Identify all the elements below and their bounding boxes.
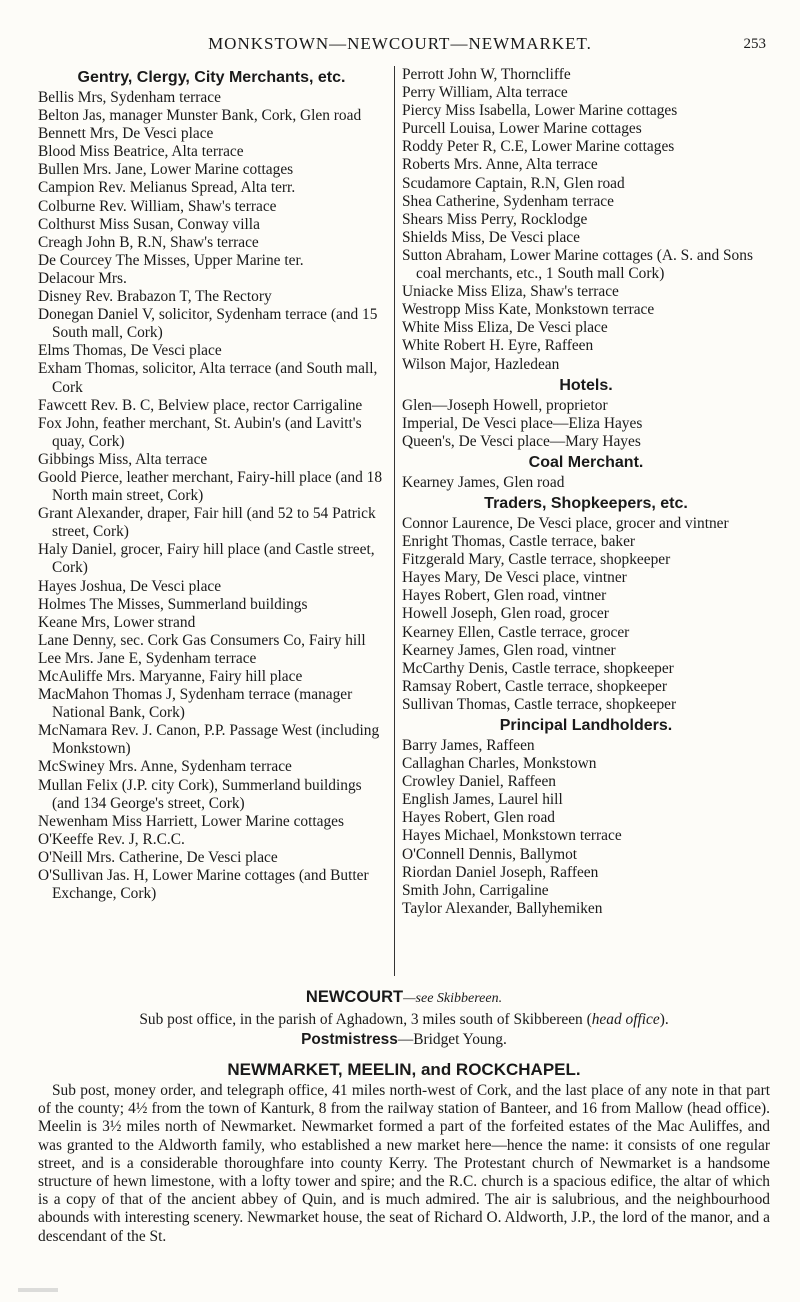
- gentry-entry: McAuliffe Mrs. Maryanne, Fairy hill place: [38, 668, 303, 685]
- right-column: [402, 66, 770, 918]
- trader-entry: Fitzgerald Mary, Castle terrace, shopkeeper: [402, 551, 671, 569]
- gentry-entry: McSwiney Mrs. Anne, Sydenham terrace: [38, 758, 292, 776]
- gentry-entry: Roddy Peter R, C.E, Lower Marine cottages: [402, 138, 675, 156]
- gentry-entry: White Robert H. Eyre, Raffeen: [402, 337, 594, 355]
- page-number: 253: [743, 36, 766, 52]
- landholders-heading: Principal Landholders.: [499, 717, 673, 734]
- newcourt-see-note: —see Skibbereen.: [403, 991, 503, 1006]
- gentry-entry: Campion Rev. Melianus Spread, Alta terr.: [38, 179, 296, 197]
- landholder-entry: O'Connell Dennis, Ballymot: [402, 845, 578, 863]
- newcourt-text: Sub post office, in the parish of Aghadown, 3 miles south of Skibbereen (: [139, 1011, 592, 1028]
- gentry-entry: Perrott John W, Thorncliffe: [402, 66, 571, 83]
- gentry-entry: Blood Miss Beatrice, Alta terrace: [38, 143, 244, 161]
- newmarket-paragraph: Sub post, money order, and telegraph office, 41 miles north-west of Cork, and the last place of any note in that part of the county; 4½ from the town of Kanturk, 8 from the railway station of Banteer, and 16 from Mallow (head office). Meelin is 3½ miles north of Newmarket. Newmarket formed a part of the forfeited estates of the Mac Auliffes, and was granted to the Aldworth family, who established a new market here—hence the name: it consists of one regular street, and is a considerable thoroughfare into county Kerry. The Protestant church of Newmarket is a handsome structure of hewn limestone, with a lofty tower and spire; and the R.C. church is a spacious edifice, the altar of which is a copy of that of the ancient abbey of Quin, and is much admired. The air is salubrious, and the neighbourhood abounds with interesting scenery. Newmarket house, the seat of Richard O. Aldworth, J.P., the lord of the manor, and a descendant of the St.: [38, 1082, 770, 1245]
- landholder-entry: English James, Laurel hill: [402, 791, 563, 809]
- gentry-heading: Gentry, Clergy, City Merchants, etc.: [77, 69, 346, 86]
- gentry-entry: Creagh John B, R.N, Shaw's terrace: [38, 233, 259, 251]
- gentry-entry: O'Keeffe Rev. J, R.C.C.: [38, 830, 185, 848]
- landholder-entry: Riordan Daniel Joseph, Raffeen: [402, 863, 599, 881]
- gentry-entry: MacMahon Thomas J, Sydenham terrace (manager National Bank, Cork): [38, 686, 353, 722]
- hotels-heading: Hotels.: [559, 376, 613, 394]
- newcourt-description: [38, 1010, 770, 1030]
- gentry-entry: Hayes Joshua, De Vesci place: [38, 577, 222, 595]
- print-smudge: [18, 1288, 58, 1292]
- landholder-entry: Smith John, Carrigaline: [402, 881, 549, 899]
- gentry-list: [38, 89, 385, 903]
- gentry-entry: Disney Rev. Brabazon T, The Rectory: [38, 288, 272, 306]
- newmarket-heading: NEWMARKET, MEELIN, and ROCKCHAPEL.: [227, 1060, 581, 1079]
- landholders-list: [402, 737, 770, 918]
- gentry-entry: Shields Miss, De Vesci place: [402, 228, 580, 246]
- gentry-entry: Purcell Louisa, Lower Marine cottages: [402, 120, 642, 138]
- traders-heading: Traders, Shopkeepers, etc.: [484, 494, 688, 512]
- landholder-entry: Callaghan Charles, Monkstown: [402, 755, 597, 773]
- trader-entry: Ramsay Robert, Castle terrace, shopkeeper: [402, 677, 667, 695]
- gentry-entry: Exham Thomas, solicitor, Alta terrace (and South mall, Cork: [38, 360, 378, 396]
- gentry-entry: Lee Mrs. Jane E, Sydenham terrace: [38, 649, 257, 667]
- trader-entry: Enright Thomas, Castle terrace, baker: [402, 533, 636, 551]
- gentry-entry: Colburne Rev. William, Shaw's terrace: [38, 197, 277, 215]
- gentry-entry: Sutton Abraham, Lower Marine cottages (A. S. and Sons coal merchants, etc., 1 South mall Cork): [402, 246, 753, 283]
- trader-entry: Kearney James, Glen road, vintner: [402, 641, 616, 659]
- gentry-entry: Belton Jas, manager Munster Bank, Cork, Glen road: [38, 107, 362, 125]
- coal-merchant-entry: Kearney James, Glen road: [402, 473, 565, 491]
- gentry-entry: Scudamore Captain, R.N, Glen road: [402, 174, 625, 192]
- coal-merchant-heading: Coal Merchant.: [528, 453, 644, 471]
- gentry-entry: Fox John, feather merchant, St. Aubin's (and Lavitt's quay, Cork): [38, 414, 362, 450]
- gentry-entry: McNamara Rev. J. Canon, P.P. Passage West (including Monkstown): [38, 722, 380, 758]
- postmistress-label: Postmistress: [301, 1031, 398, 1048]
- trader-entry: Kearney Ellen, Castle terrace, grocer: [402, 623, 630, 641]
- newcourt-head-office: head office: [591, 1011, 660, 1028]
- gentry-entry: Holmes The Misses, Summerland buildings: [38, 595, 308, 613]
- hotels-list: [402, 397, 770, 451]
- gentry-entry: Elms Thomas, De Vesci place: [38, 342, 222, 360]
- gentry-entry: Gibbings Miss, Alta terrace: [38, 450, 208, 468]
- hotel-entry: Glen—Joseph Howell, proprietor: [402, 396, 608, 414]
- gentry-entry: Fawcett Rev. B. C, Belview place, rector Carrigaline: [38, 396, 363, 414]
- gentry-list-continued: [402, 66, 770, 374]
- landholder-entry: Hayes Michael, Monkstown terrace: [402, 827, 622, 845]
- gentry-entry: Colthurst Miss Susan, Conway villa: [38, 215, 260, 233]
- gentry-entry: Donegan Daniel V, solicitor, Sydenham terrace (and 15 South mall, Cork): [38, 306, 378, 342]
- landholder-entry: Barry James, Raffeen: [402, 737, 535, 754]
- column-rule: [394, 66, 395, 976]
- gentry-entry: Uniacke Miss Eliza, Shaw's terrace: [402, 283, 619, 301]
- gentry-entry: Perry William, Alta terrace: [402, 84, 568, 102]
- gentry-entry: Bellis Mrs, Sydenham terrace: [38, 89, 221, 106]
- left-column: [38, 66, 385, 903]
- landholder-entry: Hayes Robert, Glen road: [402, 809, 556, 827]
- running-title: MONKSTOWN—NEWCOURT—NEWMARKET.: [208, 34, 592, 53]
- newcourt-text-end: ).: [659, 1011, 669, 1028]
- gentry-entry: Grant Alexander, draper, Fair hill (and 52 to 54 Patrick street, Cork): [38, 505, 376, 541]
- hotel-entry: Queen's, De Vesci place—Mary Hayes: [402, 432, 641, 450]
- trader-entry: Hayes Mary, De Vesci place, vintner: [402, 569, 627, 587]
- gentry-entry: Roberts Mrs. Anne, Alta terrace: [402, 156, 598, 174]
- landholder-entry: Crowley Daniel, Raffeen: [402, 773, 556, 791]
- gentry-entry: Lane Denny, sec. Cork Gas Consumers Co, Fairy hill: [38, 631, 366, 649]
- gentry-entry: Bennett Mrs, De Vesci place: [38, 125, 214, 143]
- landholder-entry: Taylor Alexander, Ballyhemiken: [402, 899, 603, 917]
- coal-merchant-list: [402, 474, 770, 492]
- trader-entry: Connor Laurence, De Vesci place, grocer and vintner: [402, 514, 729, 532]
- trader-entry: Hayes Robert, Glen road, vintner: [402, 587, 607, 605]
- trader-entry: Sullivan Thomas, Castle terrace, shopkeeper: [402, 695, 677, 713]
- postmistress-name: —Bridget Young.: [397, 1031, 507, 1048]
- newcourt-title: NEWCOURT: [305, 988, 404, 1006]
- gentry-entry: Wilson Major, Hazledean: [402, 355, 560, 373]
- gentry-entry: Mullan Felix (J.P. city Cork), Summerland buildings (and 134 George's street, Cork): [38, 776, 362, 812]
- gentry-entry: Delacour Mrs.: [38, 269, 127, 287]
- gentry-entry: De Courcey The Misses, Upper Marine ter.: [38, 251, 304, 269]
- gentry-entry: Shears Miss Perry, Rocklodge: [402, 210, 588, 228]
- gentry-entry: Newenham Miss Harriett, Lower Marine cottages: [38, 812, 345, 830]
- place-entries: [38, 986, 770, 1246]
- gentry-entry: O'Neill Mrs. Catherine, De Vesci place: [38, 848, 278, 866]
- gentry-entry: Westropp Miss Kate, Monkstown terrace: [402, 301, 655, 319]
- hotel-entry: Imperial, De Vesci place—Eliza Hayes: [402, 414, 643, 432]
- gentry-entry: Bullen Mrs. Jane, Lower Marine cottages: [38, 161, 294, 179]
- gentry-entry: Goold Pierce, leather merchant, Fairy-hill place (and 18 North main street, Cork): [38, 468, 383, 505]
- newcourt-heading: [38, 986, 770, 1010]
- trader-entry: McCarthy Denis, Castle terrace, shopkeeper: [402, 659, 674, 677]
- newcourt-postmistress: [38, 1030, 770, 1050]
- gentry-entry: Shea Catherine, Sydenham terrace: [402, 192, 614, 210]
- two-column-listing: [38, 66, 770, 984]
- trader-entry: Howell Joseph, Glen road, grocer: [402, 605, 609, 623]
- traders-list: [402, 515, 770, 714]
- gentry-entry: Keane Mrs, Lower strand: [38, 613, 196, 631]
- gentry-entry: Haly Daniel, grocer, Fairy hill place (and Castle street, Cork): [38, 541, 375, 577]
- gentry-entry: Piercy Miss Isabella, Lower Marine cottages: [402, 102, 678, 120]
- gentry-entry: O'Sullivan Jas. H, Lower Marine cottages (and Butter Exchange, Cork): [38, 867, 369, 903]
- gentry-entry: White Miss Eliza, De Vesci place: [402, 319, 608, 337]
